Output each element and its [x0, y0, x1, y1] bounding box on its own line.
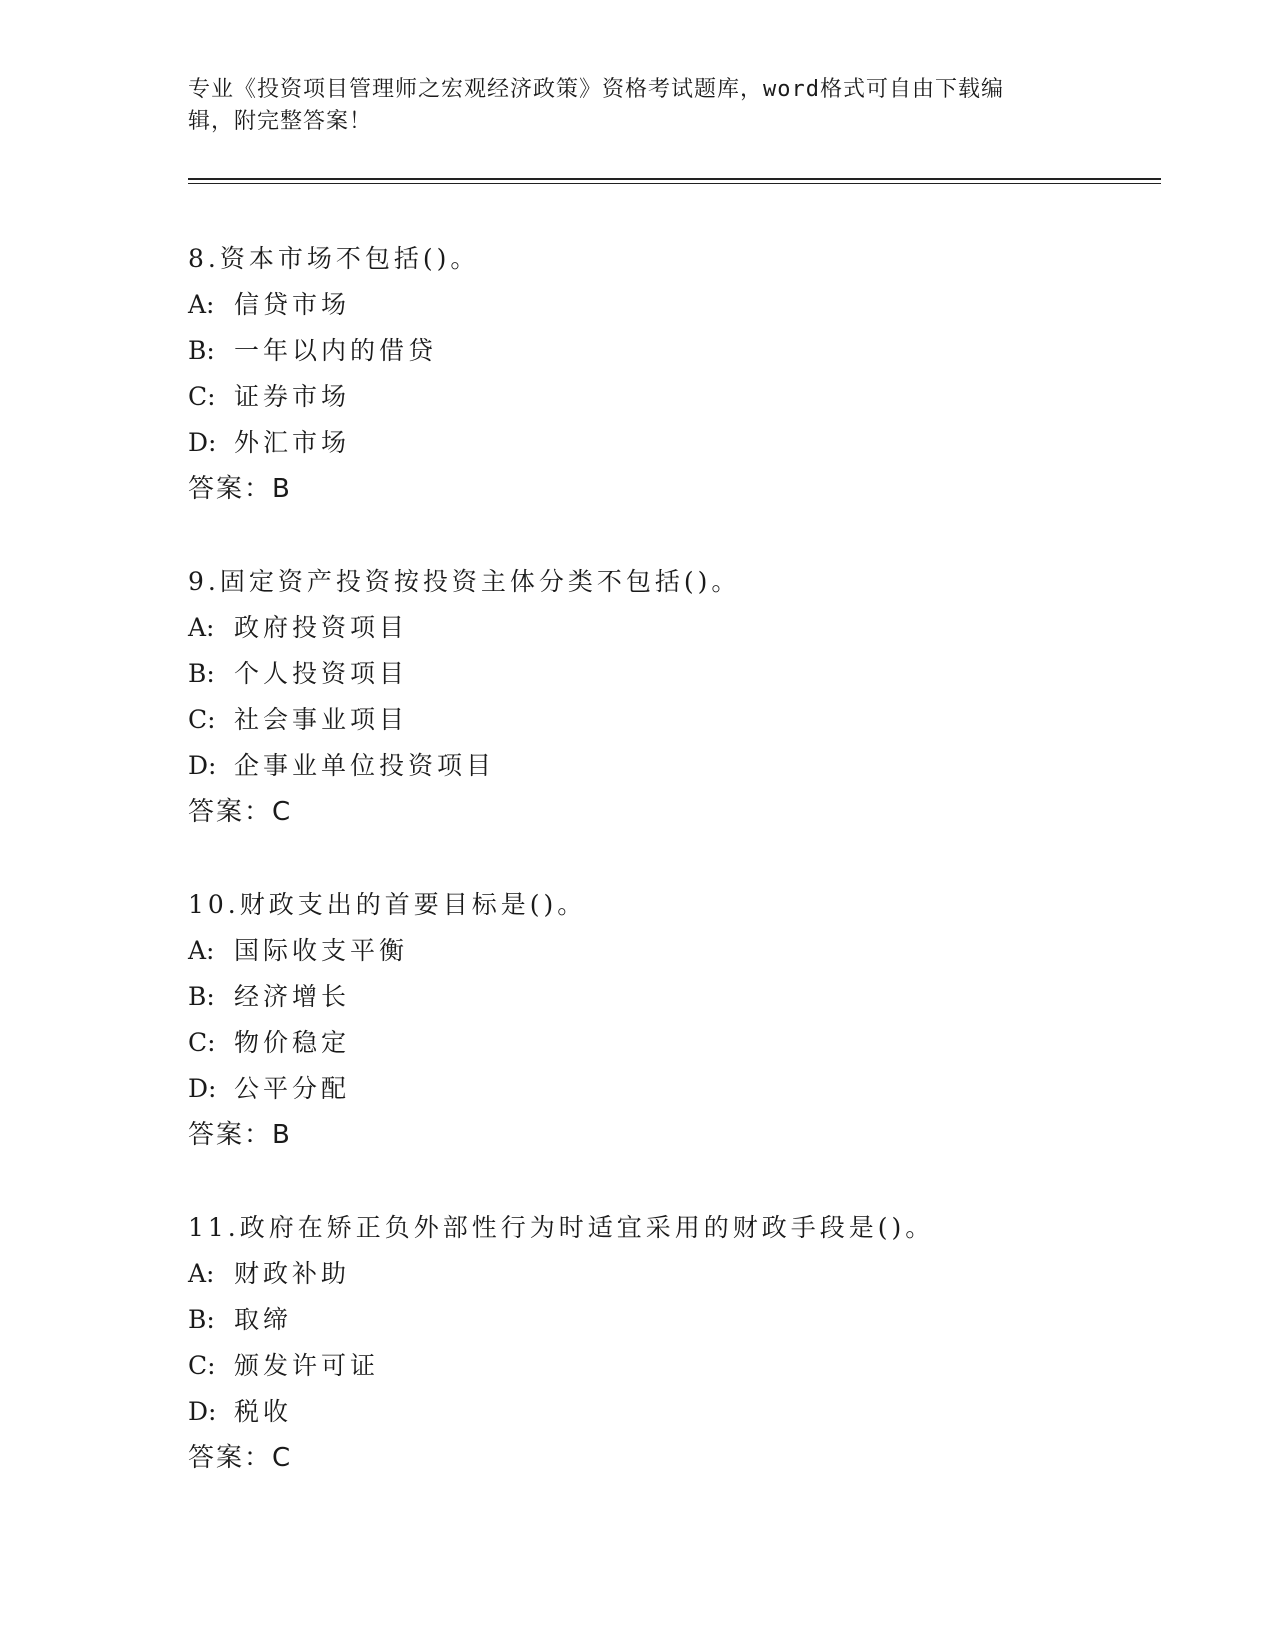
- option-a: [188, 605, 1168, 651]
- answer-line: 答案：B: [188, 1120, 292, 1150]
- header-divider-thick: [188, 178, 1161, 180]
- option-letter: C:: [188, 382, 216, 411]
- option-text: 经济增长: [234, 982, 351, 1011]
- option-text: 财政补助: [234, 1259, 351, 1288]
- question-stem: 9.固定资产投资按投资主体分类不包括()。: [188, 567, 741, 596]
- option-letter: A:: [188, 290, 215, 319]
- option-a: [188, 1251, 1168, 1297]
- option-text: 国际收支平衡: [234, 936, 409, 965]
- option-d: [188, 1389, 1168, 1435]
- option-letter: D:: [188, 751, 217, 780]
- answer-line: 答案：C: [188, 797, 293, 827]
- option-c: [188, 374, 1168, 420]
- option-letter: C:: [188, 1028, 216, 1057]
- option-letter: A:: [188, 1259, 215, 1288]
- option-letter: B:: [188, 982, 215, 1011]
- question-10: [188, 882, 1168, 1158]
- option-text: 信贷市场: [234, 290, 351, 319]
- document-header: [188, 74, 1088, 138]
- option-letter: D:: [188, 428, 217, 457]
- option-b: [188, 974, 1168, 1020]
- option-text: 物价稳定: [234, 1028, 351, 1057]
- option-text: 外汇市场: [234, 428, 351, 457]
- option-text: 取缔: [234, 1305, 293, 1334]
- option-text: 一年以内的借贷: [234, 336, 438, 365]
- option-letter: B:: [188, 659, 215, 688]
- option-b: [188, 651, 1168, 697]
- option-letter: A:: [188, 613, 215, 642]
- option-letter: A:: [188, 936, 215, 965]
- option-text: 个人投资项目: [234, 659, 409, 688]
- header-line-1: 专业《投资项目管理师之宏观经济政策》资格考试题库，word格式可自由下载编: [188, 77, 1004, 102]
- option-b: [188, 328, 1168, 374]
- question-11: [188, 1205, 1168, 1481]
- option-c: [188, 1020, 1168, 1066]
- option-text: 证券市场: [234, 382, 351, 411]
- option-text: 政府投资项目: [234, 613, 409, 642]
- question-stem: 11.政府在矫正负外部性行为时适宜采用的财政手段是()。: [188, 1213, 935, 1242]
- option-text: 公平分配: [234, 1074, 351, 1103]
- header-line-2: 辑，附完整答案！: [188, 109, 373, 134]
- question-8: [188, 236, 1168, 512]
- question-9: [188, 559, 1168, 835]
- option-letter: C:: [188, 1351, 216, 1380]
- option-d: [188, 420, 1168, 466]
- option-letter: B:: [188, 336, 215, 365]
- question-stem: 10.财政支出的首要目标是()。: [188, 890, 587, 919]
- answer-line: 答案：C: [188, 1443, 293, 1473]
- option-a: [188, 928, 1168, 974]
- question-list: [188, 236, 1168, 1528]
- option-letter: D:: [188, 1074, 217, 1103]
- option-a: [188, 282, 1168, 328]
- option-d: [188, 1066, 1168, 1112]
- option-text: 税收: [234, 1397, 293, 1426]
- option-letter: C:: [188, 705, 216, 734]
- option-letter: D:: [188, 1397, 217, 1426]
- option-letter: B:: [188, 1305, 215, 1334]
- question-stem: 8.资本市场不包括()。: [188, 244, 480, 273]
- option-c: [188, 697, 1168, 743]
- option-text: 企事业单位投资项目: [234, 751, 496, 780]
- option-text: 颁发许可证: [234, 1351, 380, 1380]
- header-divider-thin: [188, 183, 1161, 184]
- option-c: [188, 1343, 1168, 1389]
- answer-line: 答案：B: [188, 474, 292, 504]
- option-text: 社会事业项目: [234, 705, 409, 734]
- option-b: [188, 1297, 1168, 1343]
- option-d: [188, 743, 1168, 789]
